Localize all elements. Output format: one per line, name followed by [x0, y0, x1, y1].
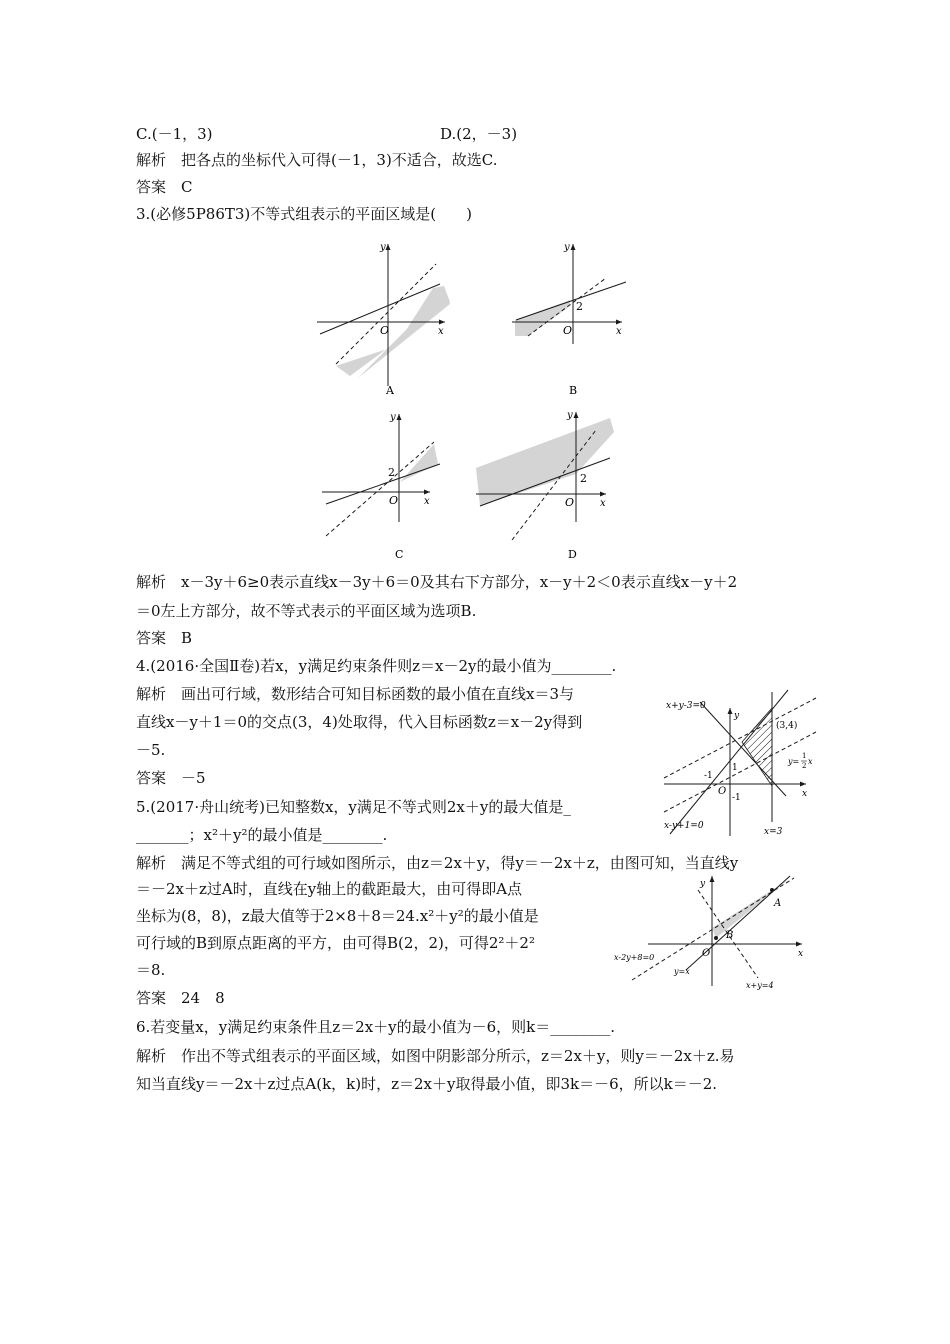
- graph-c-dashed-line: [326, 442, 434, 536]
- analysis-4-line1: 解析 画出可行域，数形结合可知目标函数的最小值在直线x＝3与: [136, 685, 575, 703]
- question-4: 4.(2016·全国Ⅱ卷)若x，y满足约束条件则z＝x－2y的最小值为________.: [136, 657, 617, 675]
- fig5-label-b: B: [726, 930, 734, 941]
- graph-a-x-arrow: [439, 320, 445, 325]
- fig4-label-line1: x+y-3=0: [666, 701, 706, 711]
- answer-2: 答案 C: [136, 178, 193, 196]
- graph-d-caption: D: [568, 548, 577, 561]
- graph-d-region: [476, 418, 614, 506]
- graph-c-solid-line: [326, 464, 440, 504]
- fig4-half-var: x: [808, 757, 813, 766]
- graph-c-y-arrow: [397, 414, 402, 420]
- fig5-y-arrow: [710, 876, 715, 882]
- graph-d-y-arrow: [574, 412, 579, 418]
- fig5-label-line2: y=x: [674, 967, 690, 976]
- analysis-5-line2: ＝－2x＋z过A时，直线在y轴上的截距最大，由可得即A点: [136, 880, 523, 898]
- fig5-label-line1: x-2y+8=0: [614, 953, 655, 962]
- graph-c-caption: C: [395, 548, 404, 561]
- graph-a-region2: [358, 291, 450, 378]
- graph-b-x-label: x: [616, 326, 622, 337]
- fig5-origin: O: [702, 948, 711, 959]
- question-5-line1: 5.(2017·舟山统考)已知整数x，y满足不等式则2x＋y的最大值是_: [136, 798, 571, 816]
- graph-d: [476, 410, 614, 561]
- fig4-half-den: 2: [802, 762, 807, 770]
- answer-3: 答案 B: [136, 629, 193, 647]
- options-figure: [300, 236, 650, 566]
- fig4-origin: O: [718, 786, 727, 797]
- graph-d-x-arrow: [600, 492, 606, 497]
- graph-b-origin: O: [563, 324, 573, 337]
- graph-c-x-arrow: [424, 490, 430, 495]
- option-d: D.(2，－3): [440, 125, 518, 143]
- fig4-label-line3: x=3: [764, 827, 783, 837]
- graph-b: [512, 242, 626, 397]
- analysis-4-line2: 直线x－y＋1＝0的交点(3，4)处取得，代入目标函数z＝x－2y得到: [136, 713, 583, 731]
- question-6: 6.若变量x，y满足约束条件且z＝2x＋y的最小值为－6，则k＝________.: [136, 1018, 616, 1036]
- fig4-half-num: 1: [802, 752, 807, 760]
- graph-b-mark: 2: [576, 300, 583, 313]
- fig4-half-line-label: y=: [788, 757, 800, 766]
- figure-problem-5: [612, 872, 812, 992]
- graph-b-y-label: y: [564, 242, 570, 253]
- graph-d-mark: 2: [580, 472, 587, 485]
- analysis-5-line3: 坐标为(8，8)，z最大值等于2×8＋8＝24.x²＋y²的最小值是: [136, 907, 539, 925]
- analysis-5-line5: ＝8.: [136, 961, 166, 979]
- graph-b-y-arrow: [571, 244, 576, 250]
- option-c: C.(－1，3): [136, 125, 213, 143]
- fig5-x-arrow: [796, 942, 802, 947]
- graph-b-caption: B: [569, 384, 578, 397]
- analysis-2: 解析 把各点的坐标代入可得(－1，3)不适合，故选C.: [136, 151, 498, 169]
- graph-d-x-label: x: [600, 498, 606, 509]
- analysis-3-line1: 解析 x－3y＋6≥0表示直线x－3y＋6＝0及其右下方部分，x－y＋2＜0表示直线x－y＋2: [136, 573, 738, 591]
- graph-c-origin: O: [389, 494, 399, 507]
- analysis-5-line1: 解析 满足不等式组的可行域如图所示，由z＝2x＋y，得y＝－2x＋z，由图可知，当直线y: [136, 854, 739, 872]
- analysis-6-line1: 解析 作出不等式组表示的平面区域，如图中阴影部分所示，z＝2x＋y，则y＝－2x＋z.易: [136, 1047, 735, 1065]
- analysis-3-line2: ＝0左上方部分，故不等式表示的平面区域为选项B.: [136, 602, 477, 620]
- fig4-y-arrow: [728, 708, 733, 714]
- graph-c-y-label: y: [390, 412, 396, 423]
- analysis-5-line4: 可行域的B到原点距离的平方，由可得B(2，2)，可得2²＋2²: [136, 934, 535, 952]
- answer-4: 答案 －5: [136, 769, 206, 787]
- question-3: 3.(必修5P86T3)不等式组表示的平面区域是( ): [136, 205, 472, 223]
- question-5-line2: _______；x²＋y²的最小值是________.: [136, 826, 388, 844]
- graph-b-solid-line: [516, 282, 626, 320]
- graph-a-caption: A: [386, 384, 394, 397]
- figure-problem-4: [660, 688, 820, 838]
- graph-a-x-label: x: [438, 326, 444, 337]
- graph-a: [317, 242, 450, 397]
- fig4-label-line2: x-y+1=0: [664, 821, 704, 831]
- graph-a-y-label: y: [380, 242, 386, 253]
- analysis-6-line2: 知当直线y＝－2x＋z过点A(k，k)时，z＝2x＋y取得最小值，即3k＝－6，所以k＝－2.: [136, 1075, 718, 1093]
- fig5-y-label: y: [700, 879, 706, 889]
- graph-a-origin: O: [380, 324, 390, 337]
- fig4-y-label: y: [734, 711, 740, 721]
- fig5-point-b: [714, 936, 718, 940]
- fig5-label-a: A: [774, 898, 782, 909]
- fig5-x-label: x: [798, 949, 804, 959]
- graph-c-mark: 2: [388, 466, 395, 479]
- graph-c-x-label: x: [424, 496, 430, 507]
- fig4-tick-1: 1: [732, 763, 738, 773]
- fig4-x-label: x: [802, 789, 808, 799]
- analysis-4-line3: －5.: [136, 741, 166, 759]
- graph-c: [322, 412, 440, 561]
- graph-a-y-arrow: [386, 244, 391, 250]
- fig5-point-a: [770, 888, 774, 892]
- graph-d-origin: O: [565, 496, 575, 509]
- graph-a-region: [336, 286, 450, 376]
- fig4-x-arrow: [800, 782, 806, 787]
- fig5-label-line3: x+y=4: [746, 981, 774, 990]
- answer-5: 答案 24 8: [136, 989, 225, 1007]
- fig4-feasible-region: [742, 708, 772, 786]
- graph-b-x-arrow: [616, 320, 622, 325]
- graph-d-y-label: y: [567, 410, 573, 421]
- fig4-tick-neg1-y: -1: [732, 793, 741, 803]
- fig4-point-label: (3,4): [776, 721, 798, 731]
- fig4-tick-neg1: -1: [704, 771, 713, 781]
